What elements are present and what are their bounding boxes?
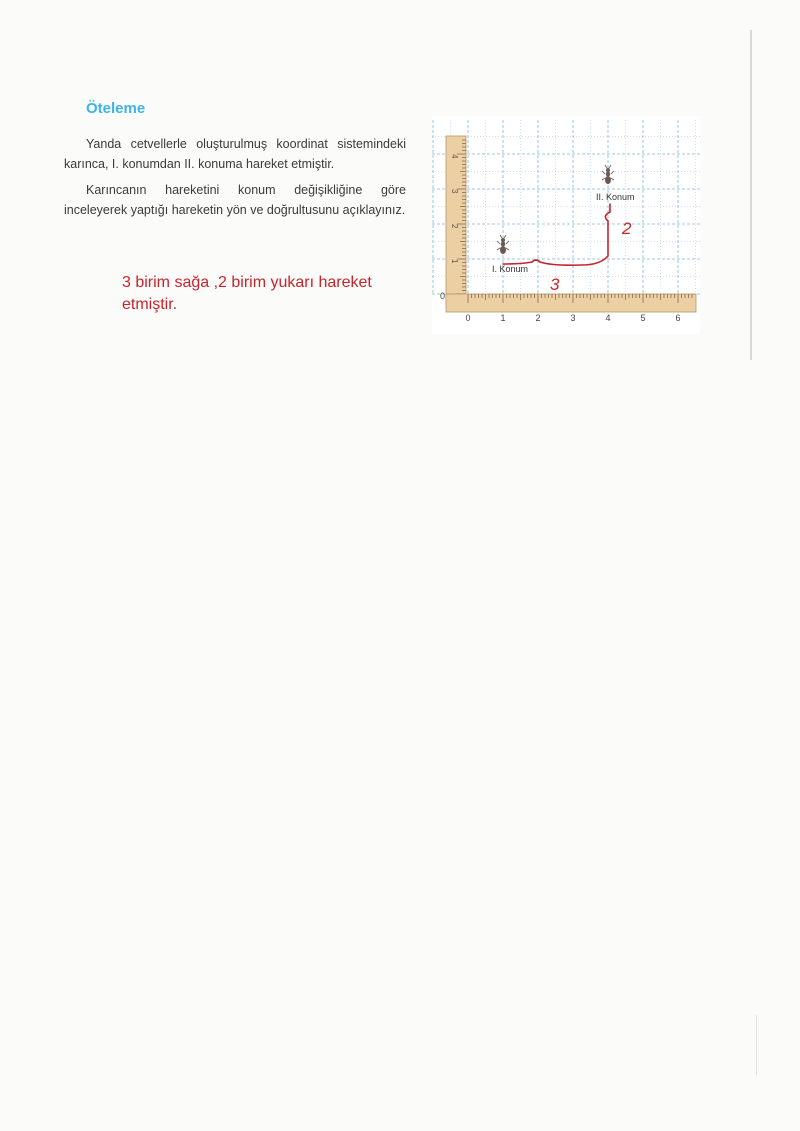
y-tick-label-4: 4	[450, 154, 459, 159]
handwritten-answer: 3 birim sağa ,2 birim yukarı hareket etmiştir.	[122, 274, 372, 313]
y-tick-label-1: 1	[450, 259, 459, 264]
position-1-label: I. Konum	[492, 264, 529, 274]
section-title: Öteleme	[86, 100, 146, 117]
y-tick-label-3: 3	[450, 189, 459, 194]
x-tick-label-2: 2	[535, 313, 541, 323]
coordinate-svg	[432, 116, 700, 334]
x-tick-label-5: 5	[640, 313, 646, 323]
page-edge-shadow	[750, 30, 752, 360]
x-tick-label-0: 0	[465, 313, 471, 323]
horizontal-step-annotation: 3	[550, 275, 560, 294]
y-tick-label-2: 2	[450, 224, 459, 229]
question-paragraph-2: Karıncanın hareketini konum değişikliğine göre inceleyerek yaptığı hareketin yön ve doğrultusunu açıklayınız.	[64, 183, 406, 217]
origin-label: 0	[440, 291, 446, 301]
vertical-ruler	[446, 136, 466, 294]
horizontal-ruler	[446, 294, 696, 312]
coordinate-figure	[432, 116, 700, 334]
question-paragraph-1: Yanda cetvellerle oluşturulmuş koordinat sistemindeki karınca, I. konumdan II. konuma hareket etmiştir.	[64, 137, 406, 171]
x-tick-label-6: 6	[675, 313, 681, 323]
vertical-step-annotation: 2	[622, 219, 632, 238]
page-edge-mark	[756, 1015, 757, 1075]
x-tick-label-4: 4	[605, 313, 611, 323]
x-tick-label-1: 1	[500, 313, 506, 323]
x-tick-label-3: 3	[570, 313, 576, 323]
position-2-label: II. Konum	[596, 192, 635, 202]
